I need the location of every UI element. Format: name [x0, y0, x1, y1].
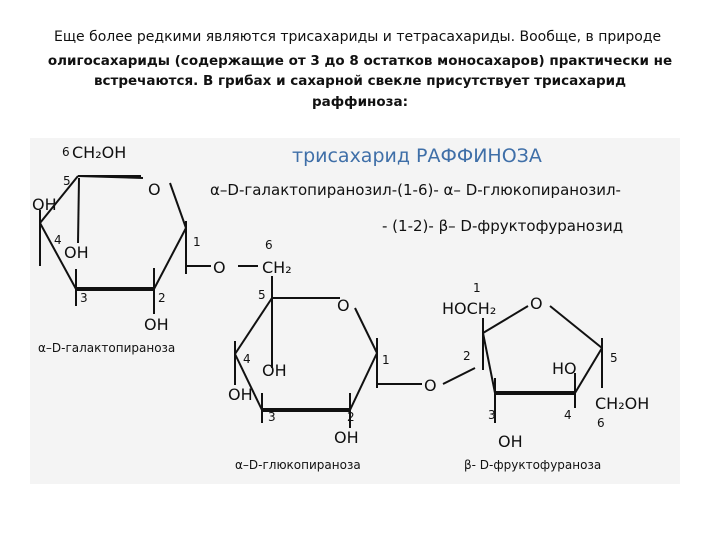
- galactose-o-c1-bond: [170, 183, 186, 228]
- galactose-unit-label: α–D-галактопираноза: [38, 341, 176, 355]
- galactose-c4-number: 4: [54, 233, 62, 247]
- intro-text-line-2: олигосахариды (содержащие от 3 до 8 остатков моносахаров) практически не: [47, 53, 673, 69]
- galactose-c6-number: 6: [62, 145, 70, 159]
- intro-text-line-4: раффиноза:: [312, 94, 408, 110]
- fructose-c6-number: 6: [597, 416, 605, 430]
- glucose-o-c1-bond: [355, 308, 377, 353]
- fructose-ring: [483, 306, 602, 423]
- galactose-c3-number: 3: [80, 291, 88, 305]
- fructose-unit-label: β- D-фруктофураноза: [464, 458, 602, 472]
- fructose-c1-group: HOCH₂: [442, 299, 497, 318]
- glucose-c2-number: 2: [347, 410, 355, 424]
- glucose-c6-group: CH₂: [262, 258, 292, 277]
- galactose-ring-oxygen: O: [148, 180, 161, 199]
- fructose-c5-number: 5: [610, 351, 618, 365]
- glucose-c1-number: 1: [382, 353, 390, 367]
- glycosidic-oxygen-1: O: [213, 258, 226, 277]
- galactose-c6-group: CH₂OH: [72, 143, 127, 162]
- galactose-oh-c2: OH: [144, 315, 169, 334]
- fructose-c2-number: 2: [463, 349, 471, 363]
- fructose-c1-number: 1: [473, 281, 481, 295]
- intro-text-line-1: Еще более редкими являются трисахариды и тетрасахариды. Вообще, в природе: [54, 29, 662, 45]
- fructose-c3-number: 3: [488, 408, 496, 422]
- fructose-c4-c5-bond: [575, 348, 602, 393]
- raffinose-structure-svg: [30, 138, 680, 484]
- intro-text-line-3: встречаются. В грибах и сахарной свекле присутствует трисахарид: [93, 73, 627, 89]
- glucose-c4-number: 4: [243, 352, 251, 366]
- galactose-c2-c1-bond: [154, 228, 186, 289]
- glucose-oh-c4: OH: [262, 361, 287, 380]
- galactose-c5-number: 5: [63, 174, 71, 188]
- glucose-unit-label: α–D-глюкопираноза: [235, 458, 361, 472]
- figure-title: трисахарид РАФФИНОЗА: [292, 145, 542, 167]
- systematic-name-line-1: α–D-галактопиранозил-(1-6)- α– D-глюкопиранозил-: [210, 181, 621, 199]
- glucose-ring-oxygen: O: [337, 296, 350, 315]
- galactose-c1-number: 1: [193, 235, 201, 249]
- glucose-oh-c2: OH: [334, 428, 359, 447]
- glucose-ring: [235, 276, 475, 428]
- fructose-o-c5-bond: [550, 306, 602, 348]
- systematic-name-line-2: - (1-2)- β– D-фруктофуранозид: [382, 217, 624, 235]
- glucose-c3-number: 3: [268, 410, 276, 424]
- glycosidic-oxygen-2: O: [424, 376, 437, 395]
- galactose-c5-c6-bond: [78, 178, 79, 243]
- glucose-oh-c3: OH: [228, 385, 253, 404]
- fructose-ho-c4: HO: [552, 359, 577, 378]
- fructose-c4-number: 4: [564, 408, 572, 422]
- fructose-c6-group: CH₂OH: [595, 394, 650, 413]
- galactose-oh-c4-top: OH: [32, 195, 57, 214]
- fructose-c2-c3-bond: [483, 333, 495, 393]
- fructose-oh-c3: OH: [498, 432, 523, 451]
- galactose-oh-c4: OH: [64, 243, 89, 262]
- raffinose-structure-figure: [30, 138, 680, 484]
- glucose-c6-number: 6: [265, 238, 273, 252]
- glucose-c5-c4-bond: [235, 298, 272, 354]
- fructose-ring-oxygen: O: [530, 294, 543, 313]
- galactose-c2-number: 2: [158, 291, 166, 305]
- glucose-c5-number: 5: [258, 288, 266, 302]
- o-fructose-c2-bond: [443, 368, 475, 384]
- glucose-c2-c1-bond: [350, 353, 377, 410]
